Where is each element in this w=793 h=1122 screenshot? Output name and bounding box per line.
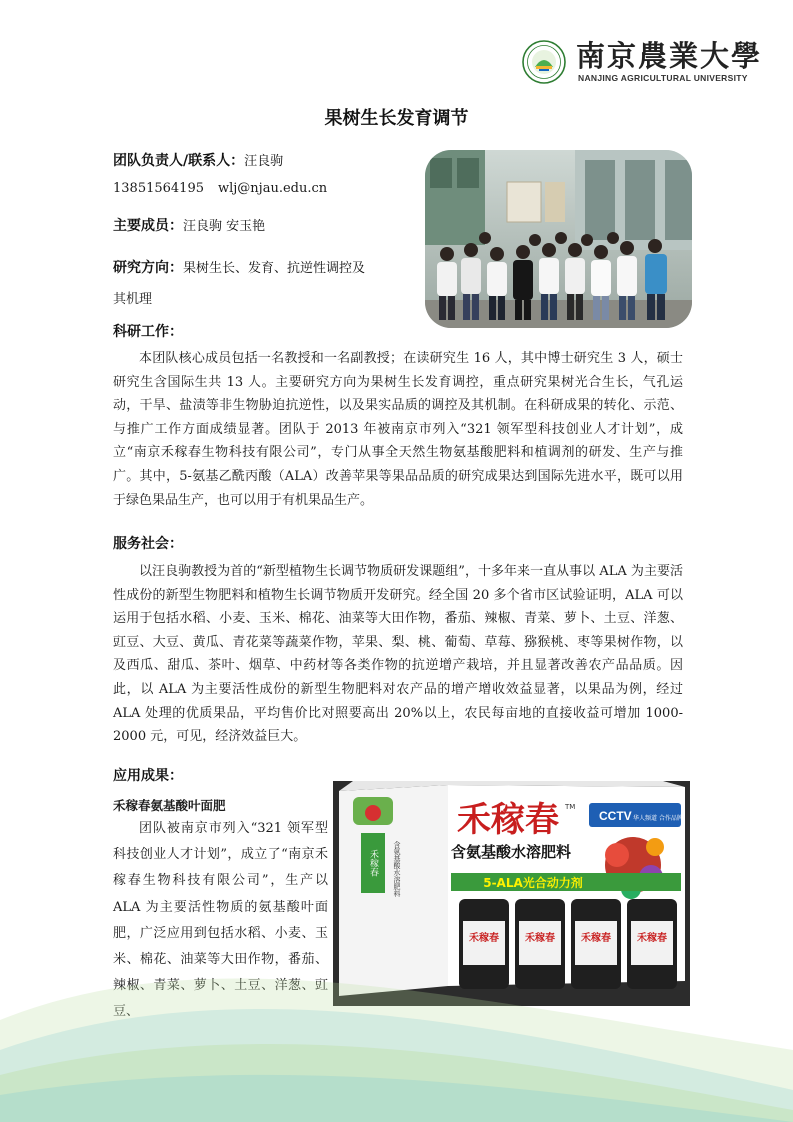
contact-row [113,181,327,196]
page-title: 果树生长发育调节 [324,108,469,129]
box-side-brand: 禾稼春 [368,849,378,877]
members-row [113,215,265,235]
research-direction-row [113,257,365,277]
research-direction-label: 研究方向： [113,260,183,276]
team-leader-row [113,150,283,170]
box-tm: TM [565,803,576,811]
research-direction-value-cont: 其机理 [113,292,153,307]
contact-email[interactable]: wlj@njau.edu.cn [217,181,328,196]
university-name-en: NANJING AGRICULTURAL UNIVERSITY [578,73,748,83]
contact-phone: 13851564195 [113,181,204,196]
box-badge-text: 华人频道 合作品牌 [633,815,683,822]
decorative-wave-background [0,900,793,1122]
university-logo [522,39,763,86]
bottle-label-3: 禾稼春 [581,933,611,944]
applications-heading: 应用成果： [113,768,183,784]
research-work-heading: 科研工作： [113,324,183,340]
team-photo [425,150,692,328]
bottle-label-4: 禾稼春 [637,933,667,944]
box-badge: CCTV [599,809,632,823]
team-leader-label: 团队负责人/联系人： [113,153,245,169]
applications-text: 团队被南京市列入“321 领军型科技创业人才计划”，成立了“南京禾稼春生物科技有限公司”，生产以 ALA 为主要活性物质的氨基酸叶面肥，广泛应用到包括水稻、小麦、玉米、棉花、油菜等大田作物，番茄、辣椒、青菜、萝卜、土豆、洋葱、豇豆、 [113,821,328,1020]
bottle-label-2: 禾稼春 [525,933,555,944]
members-label: 主要成员： [113,218,183,234]
social-service-heading: 服务社会： [113,536,183,552]
social-service-text: 以汪良驹教授为首的“新型植物生长调节物质研发课题组”，十多年来一直从事以 ALA 为主要活性成份的新型生物肥料和植物生长调节物质开发研究。经全国 20 多个省市区试验证明，ALA 可以运用于包括水稻、小麦、玉米、棉花、油菜等大田作物，番茄、辣椒、青菜、萝卜、土豆、洋葱、豇豆、大豆、黄瓜、青花菜等蔬菜作物，苹果、梨、桃、葡萄、草莓、猕猴桃、枣等果树作物，以及西瓜、甜瓜、茶叶、烟草、中药材等各类作物的抗逆增产栽培，并且显著改善农产品品质。因此，以 ALA 为主要活性成份的新型生物肥料对农产品的增产增收效益显著，以果品为例，经过 ALA 处理的优质果品，平均售价比对照要高出 20%以上，农民每亩地的直接收益可增加 1000-2000 元，可见，经济效益巨大。 [113,564,683,745]
members-value: 汪良驹 安玉艳 [183,219,266,234]
university-seal-icon [522,40,566,84]
box-brand: 禾稼春 [457,800,559,840]
box-slogan: 5-ALA光合动力剂 [483,876,583,890]
box-product-name: 含氨基酸水溶肥料 [450,843,572,861]
university-name-cn: 南京農業大學 [576,39,763,73]
research-work-text: 本团队核心成员包括一名教授和一名副教授；在读研究生 16 人，其中博士研究生 3 人，硕士研究生含国际生共 13 人。主要研究方向为果树生长发育调控，重点研究果树光合生长，气孔运动，干旱、盐渍等非生物胁迫抗逆性，以及果实品质的调控及其机制。在科研成果的转化、示范、与推广工作方面成绩显著。团队于 2013 年被南京市列入“321 领军型科技创业人才计划”，成立“南京禾稼春生物科技有限公司”，专门从事全天然生物氨基酸肥料和植调剂的研发、生产与推广。其中，5-氨基乙酰丙酸（ALA）改善苹果等果品品质的研究成果达到国际先进水平，既可以用于绿色果品生产，也可以用于有机果品生产。 [113,351,683,508]
box-side-name: 含氨基酸水溶肥料 [393,841,401,897]
bottle-label-1: 禾稼春 [469,933,499,944]
research-direction-value: 果树生长、发育、抗逆性调控及 [183,261,366,276]
team-leader-value: 汪良驹 [244,154,284,169]
applications-subheading: 禾稼春氨基酸叶面肥 [113,798,226,813]
